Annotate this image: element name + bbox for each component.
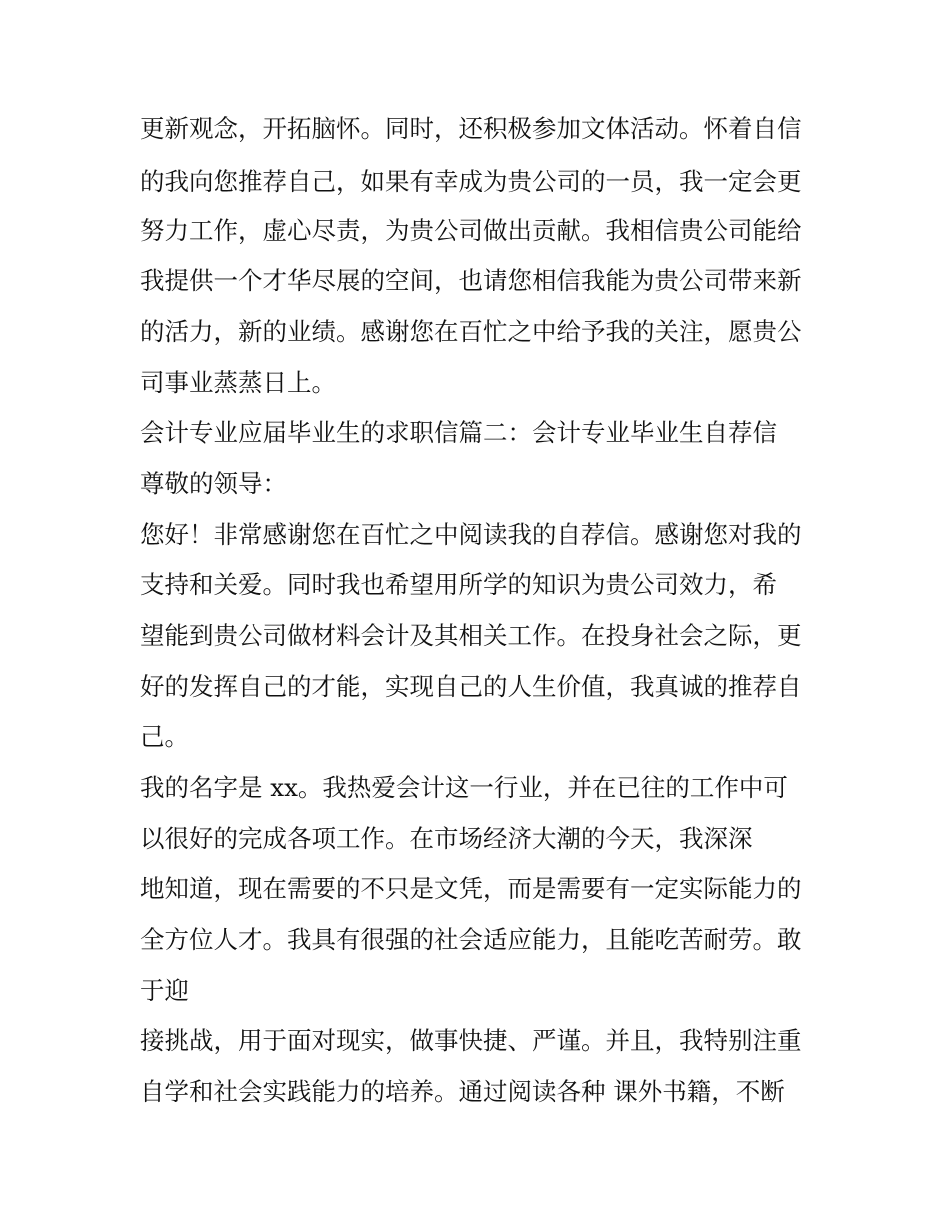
- text-line: 的我向您推荐自己，如果有幸成为贵公司的一员，我一定会更: [140, 167, 802, 196]
- text-line: 努力工作，虚心尽责，为贵公司做出贡献。我相信贵公司能给: [140, 216, 802, 245]
- text-line: 支持和关爱。同时我也希望用所学的知识为贵公司效力，希: [140, 570, 777, 599]
- section-heading: 会计专业应届毕业生的求职信篇二：会计专业毕业生自荐信: [140, 418, 777, 447]
- text-line: 的活力，新的业绩。感谢您在百忙之中给予我的关注，愿贵公: [140, 317, 802, 346]
- text-line: 全方位人才。我具有很强的社会适应能力，且能吃苦耐劳。敢: [140, 925, 802, 954]
- text-line: 于迎: [140, 976, 189, 1005]
- text-line: 司事业蒸蒸日上。: [140, 368, 336, 397]
- text-line: 我的名字是 xx。我热爱会计这一行业，并在已往的工作中可: [140, 773, 788, 802]
- text-line: 您好！非常感谢您在百忙之中阅读我的自荐信。感谢您对我的: [140, 520, 802, 549]
- salutation: 尊敬的领导：: [140, 469, 287, 498]
- text-line: 自学和社会实践能力的培养。通过阅读各种 课外书籍，不断: [140, 1077, 785, 1106]
- text-line: 接挑战，用于面对现实，做事快捷、严谨。并且，我特别注重: [140, 1026, 802, 1055]
- text-line: 好的发挥自己的才能，实现自己的人生价值，我真诚的推荐自: [140, 672, 802, 701]
- text-line: 地知道，现在需要的不只是文凭，而是需要有一定实际能力的: [140, 874, 802, 903]
- text-line: 己。: [140, 722, 189, 751]
- text-line: 更新观念，开拓脑怀。同时，还积极参加文体活动。怀着自信: [140, 114, 802, 143]
- text-line: 望能到贵公司做材料会计及其相关工作。在投身社会之际，更: [140, 621, 802, 650]
- text-line: 我提供一个才华尽展的空间，也请您相信我能为贵公司带来新: [140, 266, 802, 295]
- text-line: 以很好的完成各项工作。在市场经济大潮的今天，我深深: [140, 824, 753, 853]
